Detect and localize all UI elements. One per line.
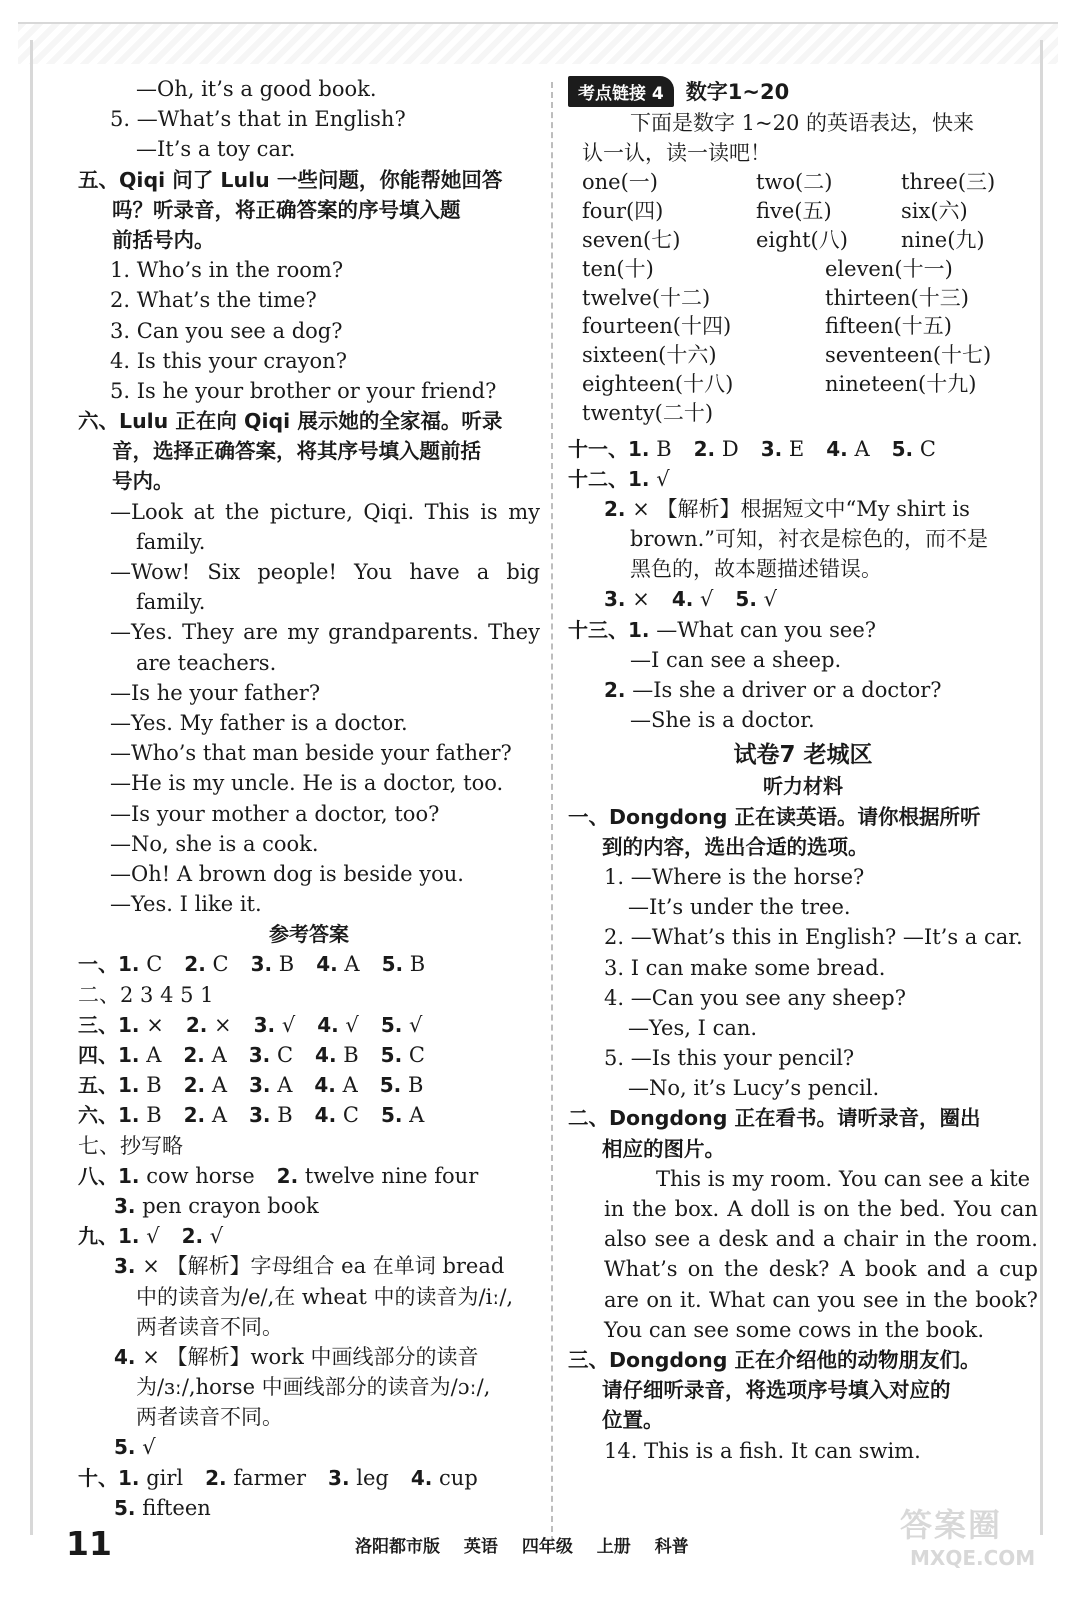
answer-row-8: 八、1. cow horse 2. twelve nine four xyxy=(78,1163,479,1188)
question-item: 5. —What’s that in English? xyxy=(110,107,406,132)
section-1-heading-cont: 到的内容，选出合适的选项。 xyxy=(602,834,869,859)
paper-subtitle: 听力材料 xyxy=(763,774,843,799)
answer-row-9-item3: 3. × 【解析】字母组合 ea 在单词 bread xyxy=(114,1254,505,1279)
number-word: one(一) xyxy=(582,170,658,195)
listening-item: 2. —What’s this in English? —It’s a car. xyxy=(604,925,1023,950)
section-2-heading: 二、Dongdong 正在看书。请听录音，圈出 xyxy=(568,1106,981,1131)
answer-row-9-item4: 4. × 【解析】work 中画线部分的读音 xyxy=(114,1344,479,1369)
dialog-line: —I can see a sheep. xyxy=(630,647,842,672)
dialog-line: —Oh, it’s a good book. xyxy=(136,77,377,101)
number-word: six(六) xyxy=(901,199,968,224)
top-border-decoration xyxy=(18,22,1058,64)
footer-edition: 洛阳都市版 xyxy=(355,1537,440,1557)
dialog-line-justified: —Look at the picture, Qiqi. This is my xyxy=(110,499,540,524)
footer-term: 上册 xyxy=(596,1537,631,1557)
left-border-line xyxy=(30,40,33,1535)
passage-line-justified: in the box. A doll is on the bed. You can xyxy=(604,1197,1038,1222)
dialog-line: —Is your mother a doctor, too? xyxy=(110,801,440,826)
section-1-heading: 一、Dongdong 正在读英语。请你根据所听 xyxy=(568,804,981,829)
answer-explanation: 两者读音不同。 xyxy=(136,1314,283,1339)
dialog-line: —Who’s that man beside your father? xyxy=(110,741,512,766)
section-5-heading-cont: 吗？听录音，将正确答案的序号填入题 xyxy=(112,197,461,222)
answers-title: 参考答案 xyxy=(269,922,349,947)
listening-item: 3. I can make some bread. xyxy=(604,955,886,980)
right-column xyxy=(568,74,1038,1466)
section-6-heading-cont: 号内。 xyxy=(112,469,174,494)
number-word: two(二) xyxy=(756,170,833,195)
passage-line-justified: are on it. What can you see in the book? xyxy=(604,1287,1038,1312)
answer-row-12-items3-5: 3. × 4. √ 5. √ xyxy=(604,587,777,612)
number-word: thirteen(十三) xyxy=(825,285,969,310)
answer-explanation: 两者读音不同。 xyxy=(136,1405,283,1430)
answer-row-10: 十、1. girl 2. farmer 3. leg 4. cup xyxy=(78,1465,478,1490)
paper-title: 试卷7 老城区 xyxy=(733,742,873,769)
answer-row-12-item2: 2. × 【解析】根据短文中“My shirt is xyxy=(604,496,970,521)
listening-item: —No, it’s Lucy’s pencil. xyxy=(628,1076,880,1101)
knowledge-link-badge: 考点链接 4 xyxy=(568,76,674,107)
column-divider xyxy=(551,82,553,1542)
number-word: fourteen(十四) xyxy=(582,314,732,339)
left-column xyxy=(78,74,540,1523)
right-border-line xyxy=(1040,40,1043,1535)
answer-row-1: 一、1. C 2. C 3. B 4. A 5. B xyxy=(78,952,426,977)
answer-row-13: 十三、1. —What can you see? xyxy=(568,617,877,642)
footer-info xyxy=(355,1532,707,1557)
listening-item: —It’s under the tree. xyxy=(628,895,851,920)
answer-explanation: 中的读音为/e/,在 wheat 中的读音为/iː/, xyxy=(136,1284,514,1309)
answer-explanation: brown.”可知，衬衣是棕色的，而不是 xyxy=(630,527,989,552)
dialog-line-cont: family. xyxy=(136,590,206,615)
section-6-heading: 六、Lulu 正在向 Qiqi 展示她的全家福。听录 xyxy=(78,409,503,434)
question-item: 2. What’s the time? xyxy=(110,288,317,313)
number-word: three(三) xyxy=(901,170,996,195)
number-word: nine(九) xyxy=(901,227,985,252)
listening-item: 1. —Where is the horse? xyxy=(604,864,865,889)
dialog-line-justified: —Wow! Six people! You have a big xyxy=(110,560,540,584)
number-word: twenty(二十) xyxy=(582,400,714,425)
number-word: seventeen(十七) xyxy=(825,343,992,368)
question-item: 3. Can you see a dog? xyxy=(110,318,343,343)
listening-item: 5. —Is this your pencil? xyxy=(604,1046,855,1071)
question-item: 1. Who’s in the room? xyxy=(110,258,344,283)
knowledge-intro: 下面是数字 1~20 的英语表达，快来 xyxy=(630,111,975,135)
answer-row-6: 六、1. B 2. A 3. B 4. C 5. A xyxy=(78,1103,425,1128)
knowledge-link-header xyxy=(568,74,1038,108)
number-grid-2 xyxy=(568,255,1038,428)
footer-publisher: 科普 xyxy=(654,1537,689,1557)
section-3-heading-cont: 位置。 xyxy=(602,1408,664,1433)
listening-item: —Yes, I can. xyxy=(628,1015,758,1040)
listening-item: 4. —Can you see any sheep? xyxy=(604,985,906,1010)
dialog-line: —No, she is a cook. xyxy=(110,831,319,856)
answer-row-3: 三、1. × 2. × 3. √ 4. √ 5. √ xyxy=(78,1012,423,1037)
dialog-line-justified: —Yes. They are my grandparents. They xyxy=(110,620,540,645)
question-item: 4. Is this your crayon? xyxy=(110,348,347,373)
dialog-line: —He is my uncle. He is a doctor, too. xyxy=(110,771,504,796)
knowledge-intro: 认一认，读一读吧！ xyxy=(582,141,771,166)
dialog-line: —It’s a toy car. xyxy=(136,137,296,162)
section-5-heading-cont: 前括号内。 xyxy=(112,227,215,252)
listening-item: 14. This is a fish. It can swim. xyxy=(604,1438,921,1463)
section-2-heading-cont: 相应的图片。 xyxy=(602,1136,725,1161)
dialog-line-cont: family. xyxy=(136,529,206,554)
number-word: ten(十) xyxy=(582,256,654,281)
answer-row-13-item2: 2. —Is she a driver or a doctor? xyxy=(604,678,942,703)
question-item: 5. Is he your brother or your friend? xyxy=(110,378,497,403)
answer-explanation: 为/ɜː/,horse 中画线部分的读音为/ɔː/, xyxy=(136,1375,491,1400)
dialog-line: —Yes. I like it. xyxy=(110,892,262,917)
answer-row-7: 七、抄写略 xyxy=(78,1133,183,1158)
answer-row-11: 十一、1. B 2. D 3. E 4. A 5. C xyxy=(568,436,936,461)
page-number: 11 xyxy=(66,1524,112,1563)
watermark-logo: 答案圈 MXQE.COM xyxy=(900,1506,1036,1570)
answer-row-4: 四、1. A 2. A 3. C 4. B 5. C xyxy=(78,1043,425,1067)
answer-row-5: 五、1. B 2. A 3. A 4. A 5. B xyxy=(78,1073,424,1098)
section-3-heading-cont: 请仔细听录音，将选项序号填入对应的 xyxy=(602,1378,951,1403)
number-word: eleven(十一) xyxy=(825,256,953,281)
answer-row-8-cont: 3. pen crayon book xyxy=(114,1193,319,1218)
footer-subject: 英语 xyxy=(463,1537,498,1557)
dialog-line: —She is a doctor. xyxy=(630,708,815,733)
dialog-line-cont: are teachers. xyxy=(136,650,277,675)
answer-row-2: 二、2 3 4 5 1 xyxy=(78,982,214,1007)
section-3-heading: 三、Dongdong 正在介绍他的动物朋友们。 xyxy=(568,1347,981,1372)
knowledge-link-title: 数字1~20 xyxy=(685,80,790,104)
number-word: five(五) xyxy=(756,199,832,224)
dialog-line: —Is he your father? xyxy=(110,680,321,705)
footer-grade: 四年级 xyxy=(521,1537,573,1557)
number-word: twelve(十二) xyxy=(582,285,711,310)
number-grid xyxy=(568,168,1038,254)
answer-row-12: 十二、1. √ xyxy=(568,466,670,491)
answer-explanation: 黑色的，故本题描述错误。 xyxy=(630,557,882,582)
section-5-heading: 五、Qiqi 问了 Lulu 一些问题，你能帮她回答 xyxy=(78,167,503,192)
passage-line: You can see some cows in the book. xyxy=(604,1317,985,1342)
number-word: seven(七) xyxy=(582,227,681,252)
section-6-heading-cont: 音，选择正确答案，将其序号填入题前括 xyxy=(112,439,481,464)
number-word: four(四) xyxy=(582,199,664,224)
number-word: fifteen(十五) xyxy=(825,314,952,339)
number-word: sixteen(十六) xyxy=(582,343,717,368)
answer-row-10-cont: 5. fifteen xyxy=(114,1495,211,1520)
number-word: eighteen(十八) xyxy=(582,371,734,396)
answer-row-9: 九、1. √ 2. √ xyxy=(78,1224,224,1249)
dialog-line: —Oh! A brown dog is beside you. xyxy=(110,861,464,886)
number-word: nineteen(十九) xyxy=(825,371,977,396)
answer-row-9-item5: 5. √ xyxy=(114,1435,156,1460)
passage-line: This is my room. You can see a kite xyxy=(656,1166,1031,1191)
number-word: eight(八) xyxy=(756,227,848,252)
passage-line-justified: also see a desk and a chair in the room. xyxy=(604,1227,1038,1252)
passage-line-justified: What’s on the desk? A book and a cup xyxy=(604,1257,1038,1282)
dialog-line: —Yes. My father is a doctor. xyxy=(110,710,408,735)
